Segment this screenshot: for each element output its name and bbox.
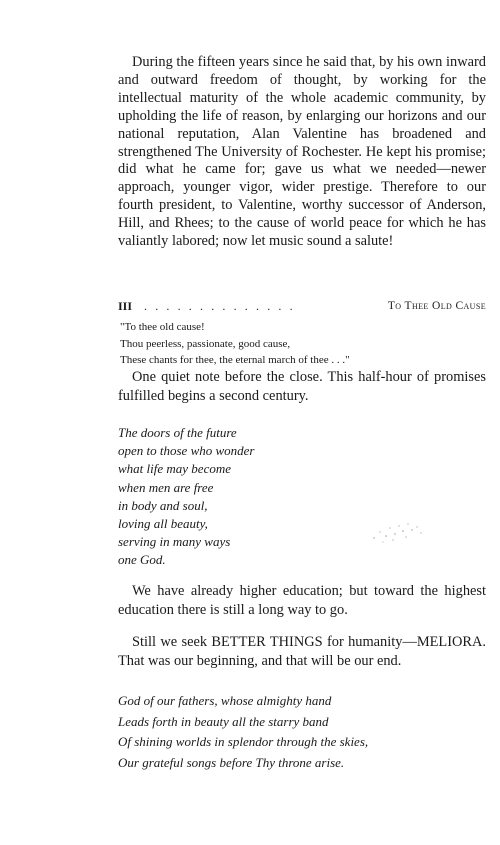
verse-doors-of-future: [118, 424, 378, 570]
verse-line: in body and soul,: [118, 497, 208, 513]
section-numeral: III: [118, 299, 133, 313]
epigraph-line: "To thee old cause!: [120, 321, 205, 333]
verse-line: open to those who wonder: [118, 443, 255, 459]
epigraph-quote: [120, 319, 480, 369]
verse-line: when men are free: [118, 479, 214, 495]
verse-line: Of shining worlds in splendor through the skies,: [118, 734, 369, 749]
epigraph-line: Thou peerless, passionate, good cause,: [120, 337, 291, 350]
verse-hymn: [118, 691, 488, 773]
verse-line: Our grateful songs before Thy throne arise.: [118, 754, 345, 770]
verse-line: loving all beauty,: [118, 516, 208, 532]
epigraph-line: These chants for thee, the eternal march of thee . . .": [120, 354, 350, 366]
section-title: To Thee Old Cause: [387, 300, 486, 312]
verse-line: God of our fathers, whose almighty hand: [118, 693, 332, 708]
paper-speckle-mark: [368, 518, 430, 548]
verse-line: what life may become: [118, 461, 231, 477]
section-heading: [118, 299, 486, 313]
verse-line: serving in many ways: [118, 534, 231, 550]
verse-line: one God.: [118, 552, 166, 568]
body-paragraph-tribute: During the fifteen years since he said that, by his own inward and outward freedom of thought, by working for the intellectual maturity of the whole academic community, by upholding the life of reason, by enlarging our horizons and our national reputation, Alan Valentine has broadened and strengthened The University of Rochester. He kept his promise; did what he came for; gave us what we needed—newer approach, younger vigor, wider prestige. Therefore to our fourth president, to Valentine, worthy successor of Anderson, Hill, and Rhees; to the cause of world peace for which he has valiantly labored; now let music sound a salute!: [118, 54, 486, 250]
verse-line: The doors of the future: [118, 425, 237, 440]
verse-line: Leads forth in beauty all the starry band: [118, 713, 329, 729]
body-paragraph-meliora: Still we seek BETTER THINGS for humanity—MELIORA. That was our beginning, and that will be our end.: [118, 634, 486, 669]
section-leader-dots: . . . . . . . . . . . . . .: [144, 299, 296, 313]
body-paragraph-higher-education: We have already higher education; but toward the highest education there is still a long way to go.: [118, 583, 486, 618]
body-paragraph-close: One quiet note before the close. This half-hour of promises fulfilled begins a second century.: [118, 369, 486, 404]
